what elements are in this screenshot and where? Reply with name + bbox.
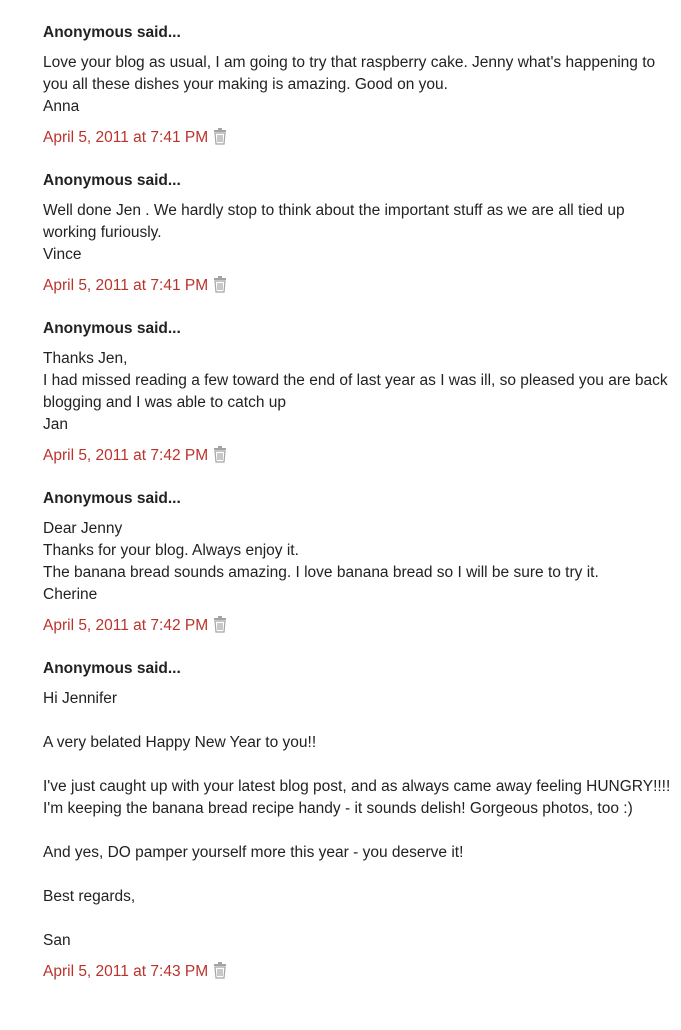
comment-body-line: Love your blog as usual, I am going to try that raspberry cake. Jenny what's happening to you all these dishes your making is amazing. Good on you.	[43, 54, 660, 93]
comment-timestamp-link[interactable]: April 5, 2011 at 7:43 PM	[43, 963, 209, 980]
comment-timestamp-link[interactable]: April 5, 2011 at 7:42 PM	[43, 447, 209, 464]
comment-body-line: I've just caught up with your latest blog post, and as always came away feeling HUNGRY!!!! I'm keeping the banana bread recipe handy - it sounds delish! Gorgeous photos, too :)	[43, 778, 675, 817]
trash-icon[interactable]	[212, 962, 228, 979]
comment-list	[43, 22, 673, 1004]
comment-body-line: Best regards,	[43, 888, 136, 905]
comment-body-line	[43, 820, 673, 842]
comment-signature: Jan	[43, 416, 68, 433]
comment-timestamp-link[interactable]: April 5, 2011 at 7:41 PM	[43, 277, 209, 294]
comment-body-line: Thanks Jen,	[43, 350, 128, 367]
comment-signature: Anna	[43, 98, 80, 115]
comment-author: Anonymous said...	[43, 24, 181, 41]
comment-body-line: Thanks for your blog. Always enjoy it.	[43, 542, 299, 559]
comment-signature: Vince	[43, 246, 82, 263]
comment-author: Anonymous said...	[43, 172, 181, 189]
comment-footer	[43, 127, 673, 149]
comment-footer	[43, 961, 673, 983]
comment-footer	[43, 275, 673, 297]
trash-icon[interactable]	[212, 616, 228, 633]
comment-body-line	[43, 754, 673, 776]
trash-icon[interactable]	[212, 276, 228, 293]
comment-body-line	[43, 908, 673, 930]
comment-author: Anonymous said...	[43, 490, 181, 507]
comment-body-line	[43, 710, 673, 732]
comment-body-line: Hi Jennifer	[43, 690, 118, 707]
comment-body-line: I had missed reading a few toward the end of last year as I was ill, so pleased you are back blogging and I was able to catch up	[43, 372, 672, 411]
trash-icon[interactable]	[212, 446, 228, 463]
comment-body-line: The banana bread sounds amazing. I love banana bread so I will be sure to try it.	[43, 564, 599, 581]
comment	[43, 170, 673, 297]
comment-author: Anonymous said...	[43, 320, 181, 337]
comment	[43, 318, 673, 467]
comment-body-line: And yes, DO pamper yourself more this year - you deserve it!	[43, 844, 464, 861]
comment-timestamp-link[interactable]: April 5, 2011 at 7:42 PM	[43, 617, 209, 634]
comment-author: Anonymous said...	[43, 660, 181, 677]
comment-body-line	[43, 864, 673, 886]
comment-timestamp-link[interactable]: April 5, 2011 at 7:41 PM	[43, 129, 209, 146]
comment	[43, 658, 673, 983]
trash-icon[interactable]	[212, 128, 228, 145]
comment-footer	[43, 445, 673, 467]
comment-footer	[43, 615, 673, 637]
comment-signature: San	[43, 932, 71, 949]
comment-body-line: Dear Jenny	[43, 520, 123, 537]
comment-signature: Cherine	[43, 586, 98, 603]
comment	[43, 488, 673, 637]
comment-body-line: A very belated Happy New Year to you!!	[43, 734, 317, 751]
comment	[43, 22, 673, 149]
comment-body-line: Well done Jen . We hardly stop to think about the important stuff as we are all tied up working furiously.	[43, 202, 629, 241]
